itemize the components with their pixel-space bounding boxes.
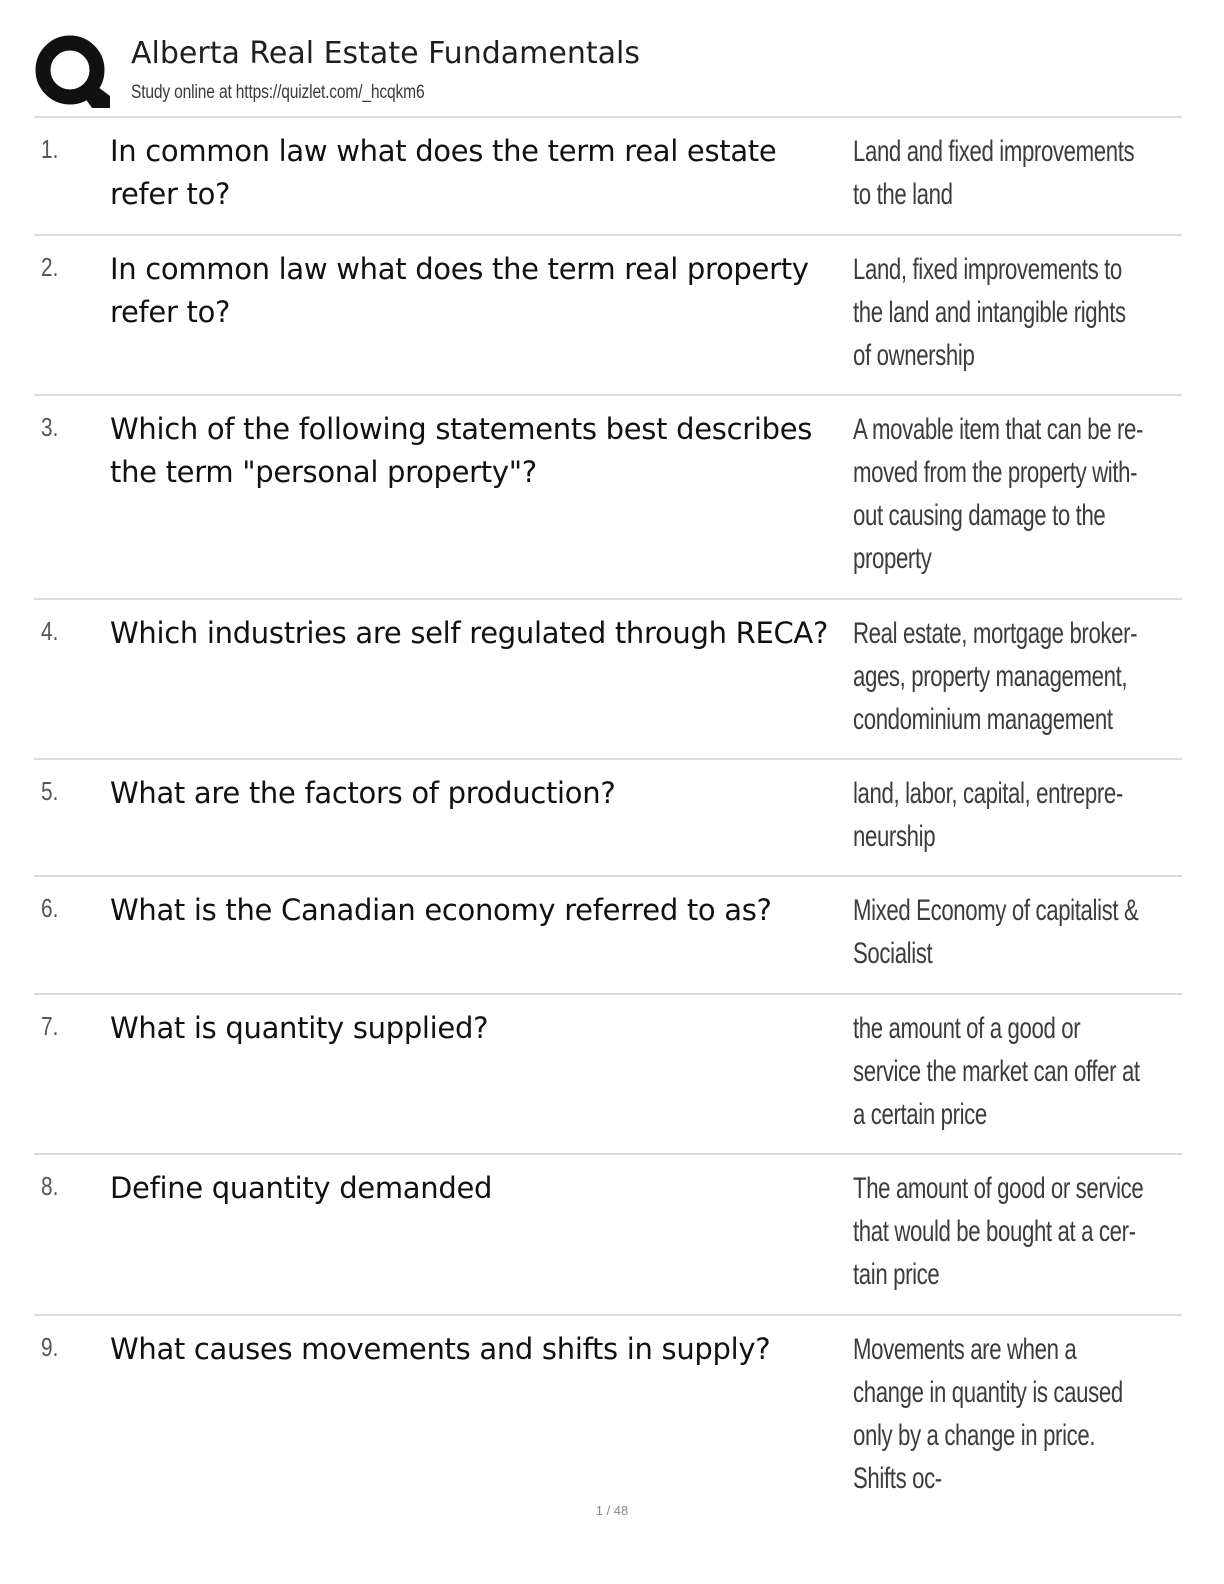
card-definition: the amount of a good or service the market can offer at a certain price [853, 1012, 1140, 1131]
card-term: In common law what does the term real property refer to? [110, 252, 809, 329]
card-term: What are the factors of production? [110, 776, 616, 810]
flashcard-row [34, 760, 1182, 877]
card-number: 5. [41, 776, 59, 806]
card-number: 9. [41, 1332, 59, 1362]
card-definition: A movable item that can be re-moved from the property with-out causing damage to the property [853, 413, 1143, 575]
card-number: 8. [41, 1171, 59, 1201]
card-number: 7. [41, 1011, 59, 1041]
flashcard-row [34, 396, 1182, 600]
card-definition: Mixed Economy of capitalist & Socialist [853, 894, 1139, 970]
study-online-link[interactable]: Study online at https://quizlet.com/_hcqkm6 [131, 82, 425, 103]
card-definition: Land, fixed improvements to the land and intangible rights of ownership [853, 253, 1126, 372]
card-definition: Land and fixed improvements to the land [853, 135, 1135, 211]
card-number: 2. [41, 252, 59, 282]
card-definition: The amount of good or service that would be bought at a cer-tain price [853, 1172, 1144, 1291]
card-definition: land, labor, capital, entrepre-neurship [853, 777, 1123, 853]
document-title: Alberta Real Estate Fundamentals [131, 36, 640, 71]
card-number: 3. [41, 412, 59, 442]
card-term: What is quantity supplied? [110, 1011, 489, 1045]
document-header [34, 32, 1182, 116]
card-term: What is the Canadian economy referred to as? [110, 893, 772, 927]
card-number: 4. [41, 616, 59, 646]
flashcard-row [34, 1155, 1182, 1316]
flashcard-row [34, 1316, 1182, 1495]
flashcard-row [34, 995, 1182, 1155]
card-number: 6. [41, 893, 59, 923]
card-term: In common law what does the term real estate refer to? [110, 134, 777, 211]
card-definition: Real estate, mortgage broker-ages, property management, condominium management [853, 617, 1138, 736]
flashcard-list [34, 118, 1182, 1495]
card-term: Which industries are self regulated through RECA? [110, 616, 829, 650]
card-number: 1. [41, 134, 59, 164]
flashcard-row [34, 877, 1182, 995]
quizlet-q-logo [34, 32, 110, 112]
card-term: What causes movements and shifts in supply? [110, 1332, 771, 1366]
flashcard-row [34, 600, 1182, 760]
flashcard-row [34, 236, 1182, 396]
page-indicator: 1 / 48 [595, 1503, 629, 1518]
card-definition: Movements are when a change in quantity is caused only by a change in price. Shifts oc- [853, 1333, 1123, 1495]
card-term: Which of the following statements best describes the term "personal property"? [110, 412, 813, 489]
card-term: Define quantity demanded [110, 1171, 493, 1205]
flashcard-row [34, 118, 1182, 236]
